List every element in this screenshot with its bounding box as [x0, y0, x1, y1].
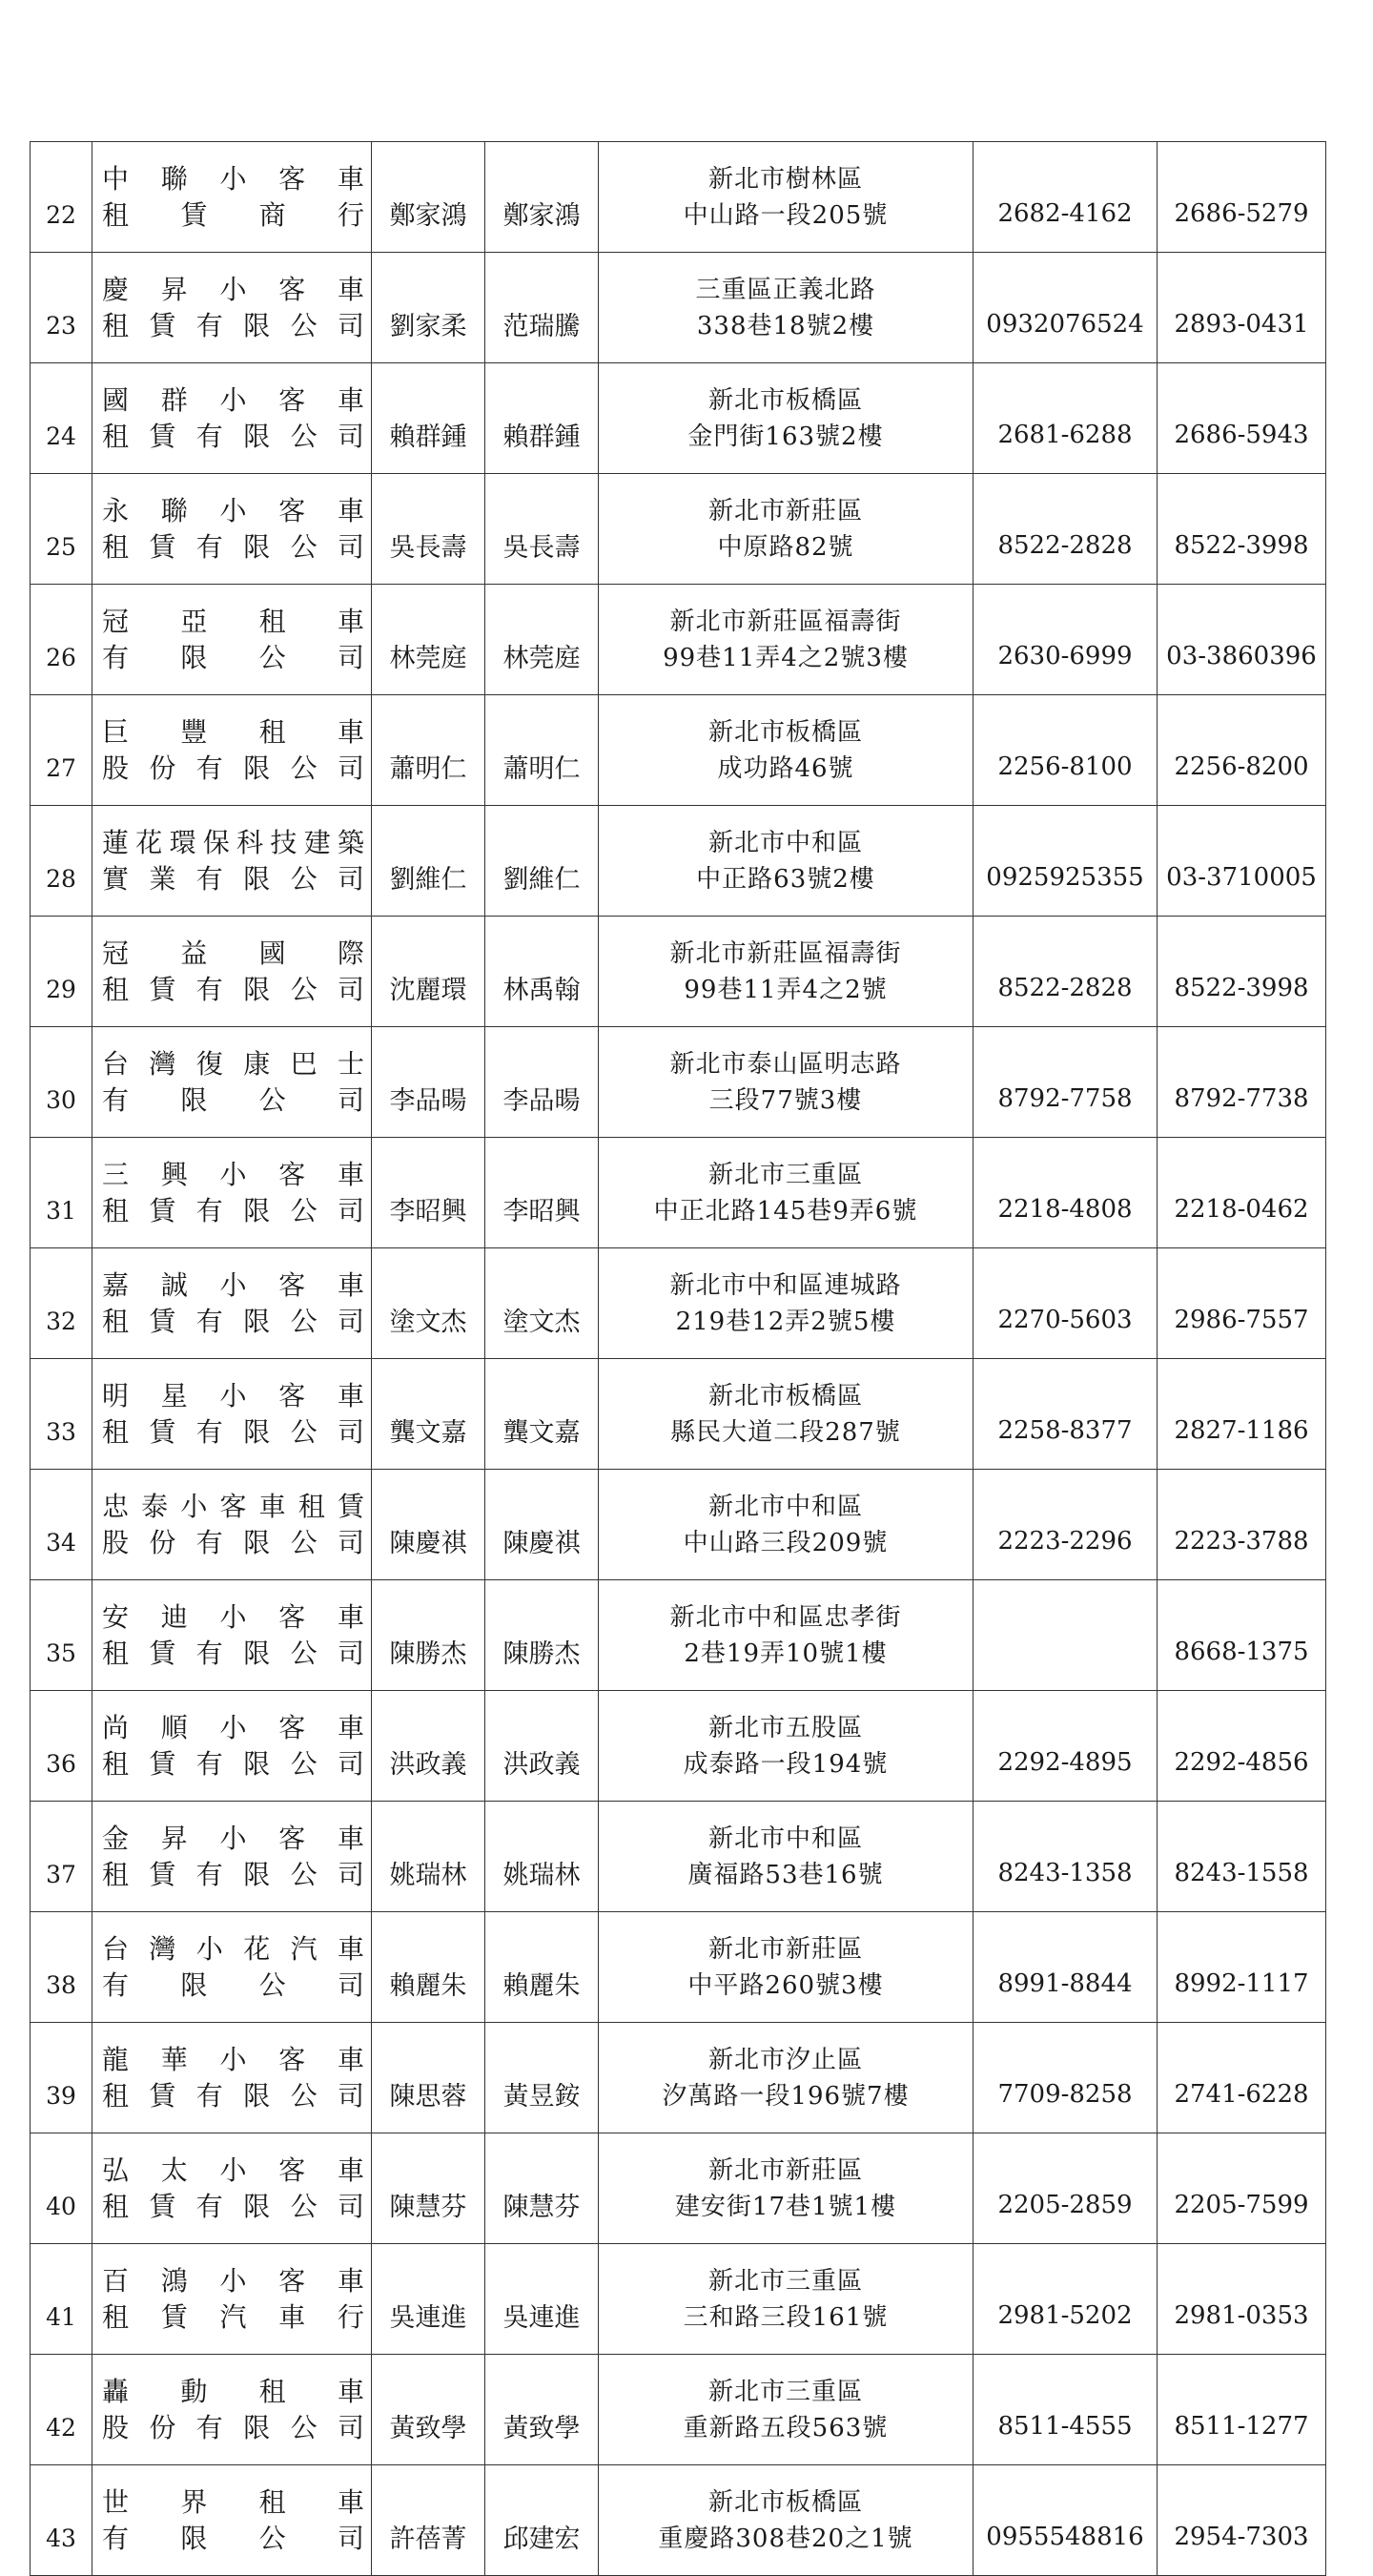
owner-name: 陳慶祺	[372, 1470, 485, 1580]
phone-number	[973, 1580, 1158, 1691]
company-name-line-1: 冠益國際	[102, 937, 365, 969]
phone-number: 8511-4555	[973, 2355, 1158, 2465]
owner-name: 黃致學	[372, 2355, 485, 2465]
owner-name: 賴麗朱	[372, 1912, 485, 2023]
fax-number: 2218-0462	[1158, 1138, 1326, 1248]
row-number: 22	[31, 142, 92, 253]
rental-company-table	[30, 141, 1326, 2576]
company-name-line-2: 租賃有限公司	[102, 973, 365, 1005]
row-number: 41	[31, 2244, 92, 2355]
company-name-cell	[92, 1580, 372, 1691]
table-row	[31, 2133, 1326, 2244]
address-line-1: 新北市三重區	[707, 1160, 863, 1189]
table-row	[31, 1580, 1326, 1691]
fax-number: 8792-7738	[1158, 1027, 1326, 1138]
address-line-1: 三重區正義北路	[695, 275, 876, 304]
address-cell	[599, 1691, 973, 1802]
row-number: 28	[31, 806, 92, 917]
fax-number: 2256-8200	[1158, 695, 1326, 806]
company-name-line-2: 租賃有限公司	[102, 1305, 365, 1337]
address-line-2: 三和路三段161號	[683, 2302, 889, 2332]
company-name-line-2: 租賃有限公司	[102, 1858, 365, 1890]
address-line-2: 中山路一段205號	[683, 200, 889, 230]
company-name-cell	[92, 2355, 372, 2465]
manager-name: 黃昱銨	[485, 2023, 599, 2133]
owner-name: 塗文杰	[372, 1248, 485, 1359]
company-name-line-1: 慶昇小客車	[102, 273, 365, 305]
address-cell	[599, 253, 973, 363]
company-name-cell	[92, 917, 372, 1027]
company-name-cell	[92, 806, 372, 917]
row-number: 42	[31, 2355, 92, 2465]
row-number: 33	[31, 1359, 92, 1470]
company-name-line-1: 三興小客車	[102, 1158, 365, 1190]
company-name-cell	[92, 474, 372, 585]
phone-number: 2218-4808	[973, 1138, 1158, 1248]
company-name-line-2: 租賃有限公司	[102, 420, 365, 452]
address-line-1: 新北市汐止區	[707, 2045, 863, 2074]
address-cell	[599, 585, 973, 695]
owner-name: 劉家柔	[372, 253, 485, 363]
address-cell	[599, 363, 973, 474]
table-row	[31, 2244, 1326, 2355]
address-cell	[599, 1802, 973, 1912]
company-name-cell	[92, 2244, 372, 2355]
address-cell	[599, 2355, 973, 2465]
table-row	[31, 2023, 1326, 2133]
phone-number: 2681-6288	[973, 363, 1158, 474]
phone-number: 8991-8844	[973, 1912, 1158, 2023]
company-name-cell	[92, 2133, 372, 2244]
company-name-line-1: 嘉誠小客車	[102, 1268, 365, 1301]
table-row	[31, 142, 1326, 253]
company-name-line-1: 龍華小客車	[102, 2043, 365, 2075]
address-line-1: 新北市板橋區	[707, 2487, 863, 2517]
row-number: 30	[31, 1027, 92, 1138]
row-number: 31	[31, 1138, 92, 1248]
owner-name: 龔文嘉	[372, 1359, 485, 1470]
manager-name: 龔文嘉	[485, 1359, 599, 1470]
address-line-2: 成泰路一段194號	[683, 1749, 889, 1779]
fax-number: 8522-3998	[1158, 917, 1326, 1027]
row-number: 35	[31, 1580, 92, 1691]
row-number: 34	[31, 1470, 92, 1580]
owner-name: 劉維仁	[372, 806, 485, 917]
company-name-line-1: 尚順小客車	[102, 1711, 365, 1743]
manager-name: 鄭家鴻	[485, 142, 599, 253]
owner-name: 沈麗環	[372, 917, 485, 1027]
address-line-1: 新北市新莊區福壽街	[669, 938, 902, 968]
fax-number: 2827-1186	[1158, 1359, 1326, 1470]
company-name-cell	[92, 2465, 372, 2576]
address-line-2: 縣民大道二段287號	[670, 1417, 901, 1447]
row-number: 32	[31, 1248, 92, 1359]
address-line-1: 新北市中和區	[707, 1824, 863, 1853]
company-name-line-1: 台灣小花汽車	[102, 1932, 365, 1965]
table-row	[31, 1691, 1326, 1802]
company-name-line-1: 巨豐租車	[102, 715, 365, 748]
company-name-line-1: 金昇小客車	[102, 1822, 365, 1854]
address-line-2: 汐萬路一段196號7樓	[662, 2081, 910, 2111]
company-name-line-2: 租賃有限公司	[102, 1747, 365, 1780]
fax-number: 8243-1558	[1158, 1802, 1326, 1912]
company-name-cell	[92, 1912, 372, 2023]
fax-number: 2741-6228	[1158, 2023, 1326, 2133]
phone-number: 2258-8377	[973, 1359, 1158, 1470]
row-number: 29	[31, 917, 92, 1027]
manager-name: 洪政義	[485, 1691, 599, 1802]
company-name-line-2: 股份有限公司	[102, 1526, 365, 1558]
address-line-2: 中山路三段209號	[683, 1528, 889, 1557]
manager-name: 賴群鍾	[485, 363, 599, 474]
company-name-line-2: 租賃有限公司	[102, 1194, 365, 1226]
company-name-cell	[92, 363, 372, 474]
company-name-cell	[92, 695, 372, 806]
address-cell	[599, 1138, 973, 1248]
company-name-line-1: 弘太小客車	[102, 2154, 365, 2186]
owner-name: 陳思蓉	[372, 2023, 485, 2133]
phone-number: 2981-5202	[973, 2244, 1158, 2355]
company-name-line-2: 租賃商行	[102, 198, 365, 231]
fax-number: 8511-1277	[1158, 2355, 1326, 2465]
phone-number: 2292-4895	[973, 1691, 1158, 1802]
row-number: 25	[31, 474, 92, 585]
company-name-line-2: 租賃有限公司	[102, 2190, 365, 2222]
row-number: 36	[31, 1691, 92, 1802]
address-cell	[599, 2244, 973, 2355]
manager-name: 李品暘	[485, 1027, 599, 1138]
company-name-line-1: 安迪小客車	[102, 1600, 365, 1633]
address-line-1: 新北市三重區	[707, 2377, 863, 2406]
fax-number: 2954-7303	[1158, 2465, 1326, 2576]
company-name-line-1: 百鴻小客車	[102, 2264, 365, 2297]
phone-number: 8522-2828	[973, 917, 1158, 1027]
manager-name: 吳連進	[485, 2244, 599, 2355]
manager-name: 姚瑞林	[485, 1802, 599, 1912]
manager-name: 邱建宏	[485, 2465, 599, 2576]
row-number: 27	[31, 695, 92, 806]
address-cell	[599, 474, 973, 585]
address-cell	[599, 2023, 973, 2133]
address-line-2: 338巷18號2樓	[696, 311, 875, 340]
owner-name: 李品暘	[372, 1027, 485, 1138]
fax-number: 2686-5279	[1158, 142, 1326, 253]
company-name-line-1: 轟動租車	[102, 2375, 365, 2407]
address-line-2: 三段77號3樓	[708, 1085, 863, 1115]
row-number: 40	[31, 2133, 92, 2244]
phone-number: 0955548816	[973, 2465, 1158, 2576]
owner-name: 許蓓菁	[372, 2465, 485, 2576]
row-number: 38	[31, 1912, 92, 2023]
address-line-1: 新北市中和區	[707, 828, 863, 857]
address-cell	[599, 1359, 973, 1470]
owner-name: 洪政義	[372, 1691, 485, 1802]
fax-number: 2223-3788	[1158, 1470, 1326, 1580]
fax-number: 8522-3998	[1158, 474, 1326, 585]
address-line-1: 新北市中和區	[707, 1492, 863, 1521]
phone-number: 8522-2828	[973, 474, 1158, 585]
address-line-2: 219巷12弄2號5樓	[675, 1307, 896, 1336]
table-row	[31, 1470, 1326, 1580]
table-row	[31, 917, 1326, 1027]
address-line-2: 重慶路308巷20之1號	[658, 2524, 913, 2553]
address-line-2: 成功路46號	[717, 753, 854, 783]
phone-number: 2256-8100	[973, 695, 1158, 806]
company-name-line-2: 有限公司	[102, 641, 365, 673]
company-name-line-2: 有限公司	[102, 1083, 365, 1116]
address-cell	[599, 1248, 973, 1359]
fax-number: 03-3710005	[1158, 806, 1326, 917]
company-name-line-2: 租賃有限公司	[102, 1637, 365, 1669]
company-name-line-2: 租賃汽車行	[102, 2300, 365, 2333]
manager-name: 劉維仁	[485, 806, 599, 917]
company-name-line-2: 股份有限公司	[102, 752, 365, 784]
address-cell	[599, 2465, 973, 2576]
fax-number: 2205-7599	[1158, 2133, 1326, 2244]
manager-name: 范瑞騰	[485, 253, 599, 363]
table-row	[31, 695, 1326, 806]
owner-name: 鄭家鴻	[372, 142, 485, 253]
company-name-line-2: 租賃有限公司	[102, 2079, 365, 2112]
company-name-line-1: 國群小客車	[102, 383, 365, 416]
address-cell	[599, 1027, 973, 1138]
table-row	[31, 806, 1326, 917]
fax-number: 2893-0431	[1158, 253, 1326, 363]
company-name-cell	[92, 2023, 372, 2133]
fax-number: 2292-4856	[1158, 1691, 1326, 1802]
company-name-line-1: 世界租車	[102, 2485, 365, 2518]
phone-number: 7709-8258	[973, 2023, 1158, 2133]
table-row	[31, 474, 1326, 585]
address-line-1: 新北市樹林區	[707, 164, 863, 194]
row-number: 26	[31, 585, 92, 695]
manager-name: 吳長壽	[485, 474, 599, 585]
owner-name: 陳慧芬	[372, 2133, 485, 2244]
owner-name: 賴群鍾	[372, 363, 485, 474]
table-row	[31, 1027, 1326, 1138]
address-line-2: 中平路260號3樓	[687, 1970, 884, 2000]
company-name-line-1: 忠泰小客車租賃	[102, 1490, 365, 1522]
address-cell	[599, 142, 973, 253]
phone-number: 8243-1358	[973, 1802, 1158, 1912]
address-line-1: 新北市中和區忠孝街	[669, 1602, 902, 1632]
table-row	[31, 1912, 1326, 2023]
address-cell	[599, 1580, 973, 1691]
phone-number: 0932076524	[973, 253, 1158, 363]
table-row	[31, 363, 1326, 474]
fax-number: 2986-7557	[1158, 1248, 1326, 1359]
company-name-line-1: 中聯小客車	[102, 162, 365, 195]
manager-name: 陳勝杰	[485, 1580, 599, 1691]
company-name-line-2: 租賃有限公司	[102, 1415, 365, 1448]
address-line-2: 建安街17巷1號1樓	[674, 2192, 897, 2221]
fax-number: 2686-5943	[1158, 363, 1326, 474]
fax-number: 03-3860396	[1158, 585, 1326, 695]
address-line-2: 金門街163號2樓	[687, 422, 884, 451]
company-name-cell	[92, 1138, 372, 1248]
address-line-2: 中原路82號	[717, 532, 854, 562]
company-name-cell	[92, 253, 372, 363]
row-number: 24	[31, 363, 92, 474]
company-name-cell	[92, 142, 372, 253]
phone-number: 2223-2296	[973, 1470, 1158, 1580]
company-name-line-2: 有限公司	[102, 2522, 365, 2554]
table-body	[31, 142, 1326, 2576]
address-cell	[599, 1470, 973, 1580]
table-row	[31, 253, 1326, 363]
address-cell	[599, 695, 973, 806]
owner-name: 李昭興	[372, 1138, 485, 1248]
manager-name: 陳慶祺	[485, 1470, 599, 1580]
address-line-1: 新北市新莊區	[707, 496, 863, 526]
fax-number: 2981-0353	[1158, 2244, 1326, 2355]
address-cell	[599, 806, 973, 917]
row-number: 23	[31, 253, 92, 363]
address-line-1: 新北市新莊區	[707, 1934, 863, 1964]
address-line-2: 2巷19弄10號1樓	[684, 1638, 888, 1668]
company-name-line-1: 明星小客車	[102, 1379, 365, 1412]
address-line-2: 廣福路53巷16號	[687, 1860, 884, 1889]
manager-name: 林禹翰	[485, 917, 599, 1027]
address-line-2: 中正北路145巷9弄6號	[653, 1196, 918, 1226]
address-line-2: 99巷11弄4之2號3樓	[663, 643, 909, 672]
table-row	[31, 585, 1326, 695]
company-name-cell	[92, 1359, 372, 1470]
row-number: 37	[31, 1802, 92, 1912]
owner-name: 林莞庭	[372, 585, 485, 695]
row-number: 39	[31, 2023, 92, 2133]
owner-name: 吳連進	[372, 2244, 485, 2355]
table-row	[31, 2355, 1326, 2465]
address-line-1: 新北市中和區連城路	[669, 1270, 902, 1300]
phone-number: 2205-2859	[973, 2133, 1158, 2244]
table-row	[31, 1248, 1326, 1359]
phone-number: 2630-6999	[973, 585, 1158, 695]
table-row	[31, 1802, 1326, 1912]
company-name-line-2: 租賃有限公司	[102, 309, 365, 341]
manager-name: 塗文杰	[485, 1248, 599, 1359]
address-line-1: 新北市新莊區福壽街	[669, 607, 902, 636]
address-line-1: 新北市新莊區	[707, 2155, 863, 2185]
phone-number: 0925925355	[973, 806, 1158, 917]
company-name-cell	[92, 1691, 372, 1802]
owner-name: 姚瑞林	[372, 1802, 485, 1912]
company-name-line-1: 蓮花環保科技建築	[102, 826, 365, 858]
address-cell	[599, 917, 973, 1027]
manager-name: 蕭明仁	[485, 695, 599, 806]
address-line-1: 新北市板橋區	[707, 385, 863, 415]
fax-number: 8992-1117	[1158, 1912, 1326, 2023]
phone-number: 2270-5603	[973, 1248, 1158, 1359]
manager-name: 賴麗朱	[485, 1912, 599, 2023]
company-name-cell	[92, 1248, 372, 1359]
address-line-1: 新北市板橋區	[707, 717, 863, 747]
manager-name: 林莞庭	[485, 585, 599, 695]
company-name-line-1: 冠亞租車	[102, 605, 365, 637]
row-number: 43	[31, 2465, 92, 2576]
address-line-2: 99巷11弄4之2號	[684, 975, 888, 1004]
owner-name: 陳勝杰	[372, 1580, 485, 1691]
company-name-cell	[92, 585, 372, 695]
company-name-line-2: 股份有限公司	[102, 2411, 365, 2443]
company-name-line-2: 實業有限公司	[102, 862, 365, 895]
company-name-line-1: 永聯小客車	[102, 494, 365, 526]
phone-number: 2682-4162	[973, 142, 1158, 253]
company-name-line-1: 台灣復康巴士	[102, 1047, 365, 1080]
manager-name: 陳慧芬	[485, 2133, 599, 2244]
address-line-2: 重新路五段563號	[683, 2413, 889, 2442]
address-line-1: 新北市三重區	[707, 2266, 863, 2296]
company-name-cell	[92, 1027, 372, 1138]
address-cell	[599, 2133, 973, 2244]
company-name-cell	[92, 1470, 372, 1580]
address-line-1: 新北市板橋區	[707, 1381, 863, 1411]
company-name-line-2: 租賃有限公司	[102, 530, 365, 563]
address-line-2: 中正路63號2樓	[696, 864, 875, 894]
company-name-cell	[92, 1802, 372, 1912]
address-line-1: 新北市五股區	[707, 1713, 863, 1742]
address-line-1: 新北市泰山區明志路	[669, 1049, 902, 1079]
table-row	[31, 2465, 1326, 2576]
phone-number: 8792-7758	[973, 1027, 1158, 1138]
fax-number: 8668-1375	[1158, 1580, 1326, 1691]
owner-name: 蕭明仁	[372, 695, 485, 806]
owner-name: 吳長壽	[372, 474, 485, 585]
company-name-line-2: 有限公司	[102, 1968, 365, 2001]
manager-name: 李昭興	[485, 1138, 599, 1248]
table-row	[31, 1138, 1326, 1248]
address-cell	[599, 1912, 973, 2023]
manager-name: 黃致學	[485, 2355, 599, 2465]
table-row	[31, 1359, 1326, 1470]
